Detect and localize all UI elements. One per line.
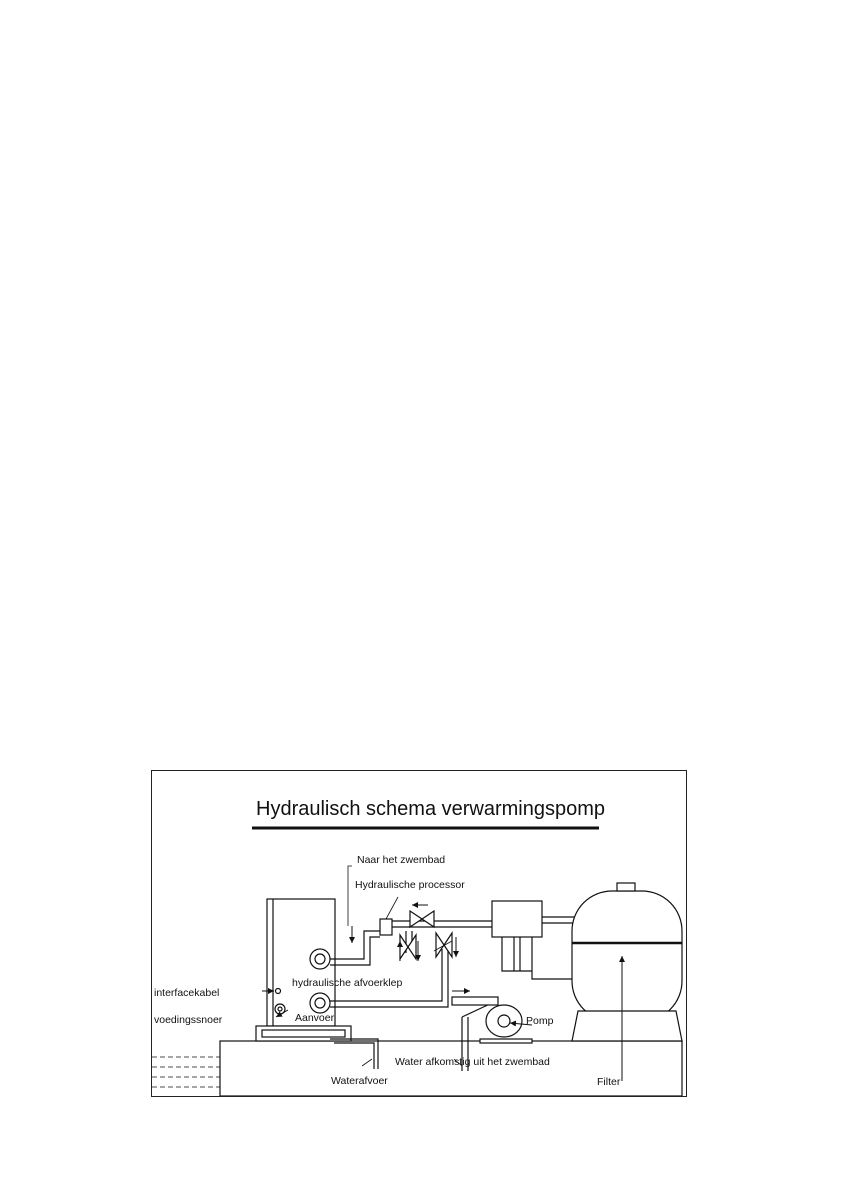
label-naar-zwembad: Naar het zwembad (357, 854, 446, 866)
label-waterafvoer: Waterafvoer (331, 1075, 388, 1087)
label-afvoerklep: hydraulische afvoerklep (292, 977, 403, 989)
label-water-afkomstig: Water afkomstig uit het zwembad (395, 1056, 550, 1068)
valve-top (410, 911, 434, 927)
label-hydraulische-processor: Hydraulische processor (355, 879, 465, 891)
hydraulic-diagram (151, 770, 687, 1097)
filter-tank (572, 883, 682, 1041)
diagram-title: Hydraulisch schema verwarmingspomp (256, 798, 606, 820)
label-aanvoer: Aanvoer (295, 1012, 335, 1024)
diagram-canvas (152, 771, 686, 1096)
label-interfacekabel: interfacekabel (154, 987, 220, 999)
label-filter: Filter (597, 1076, 621, 1088)
label-pomp: Pomp (526, 1015, 554, 1027)
label-voedingssnoer: voedingssnoer (154, 1014, 223, 1026)
leader-lines (348, 866, 462, 1066)
pump (452, 997, 532, 1043)
pool-water (152, 1057, 220, 1087)
